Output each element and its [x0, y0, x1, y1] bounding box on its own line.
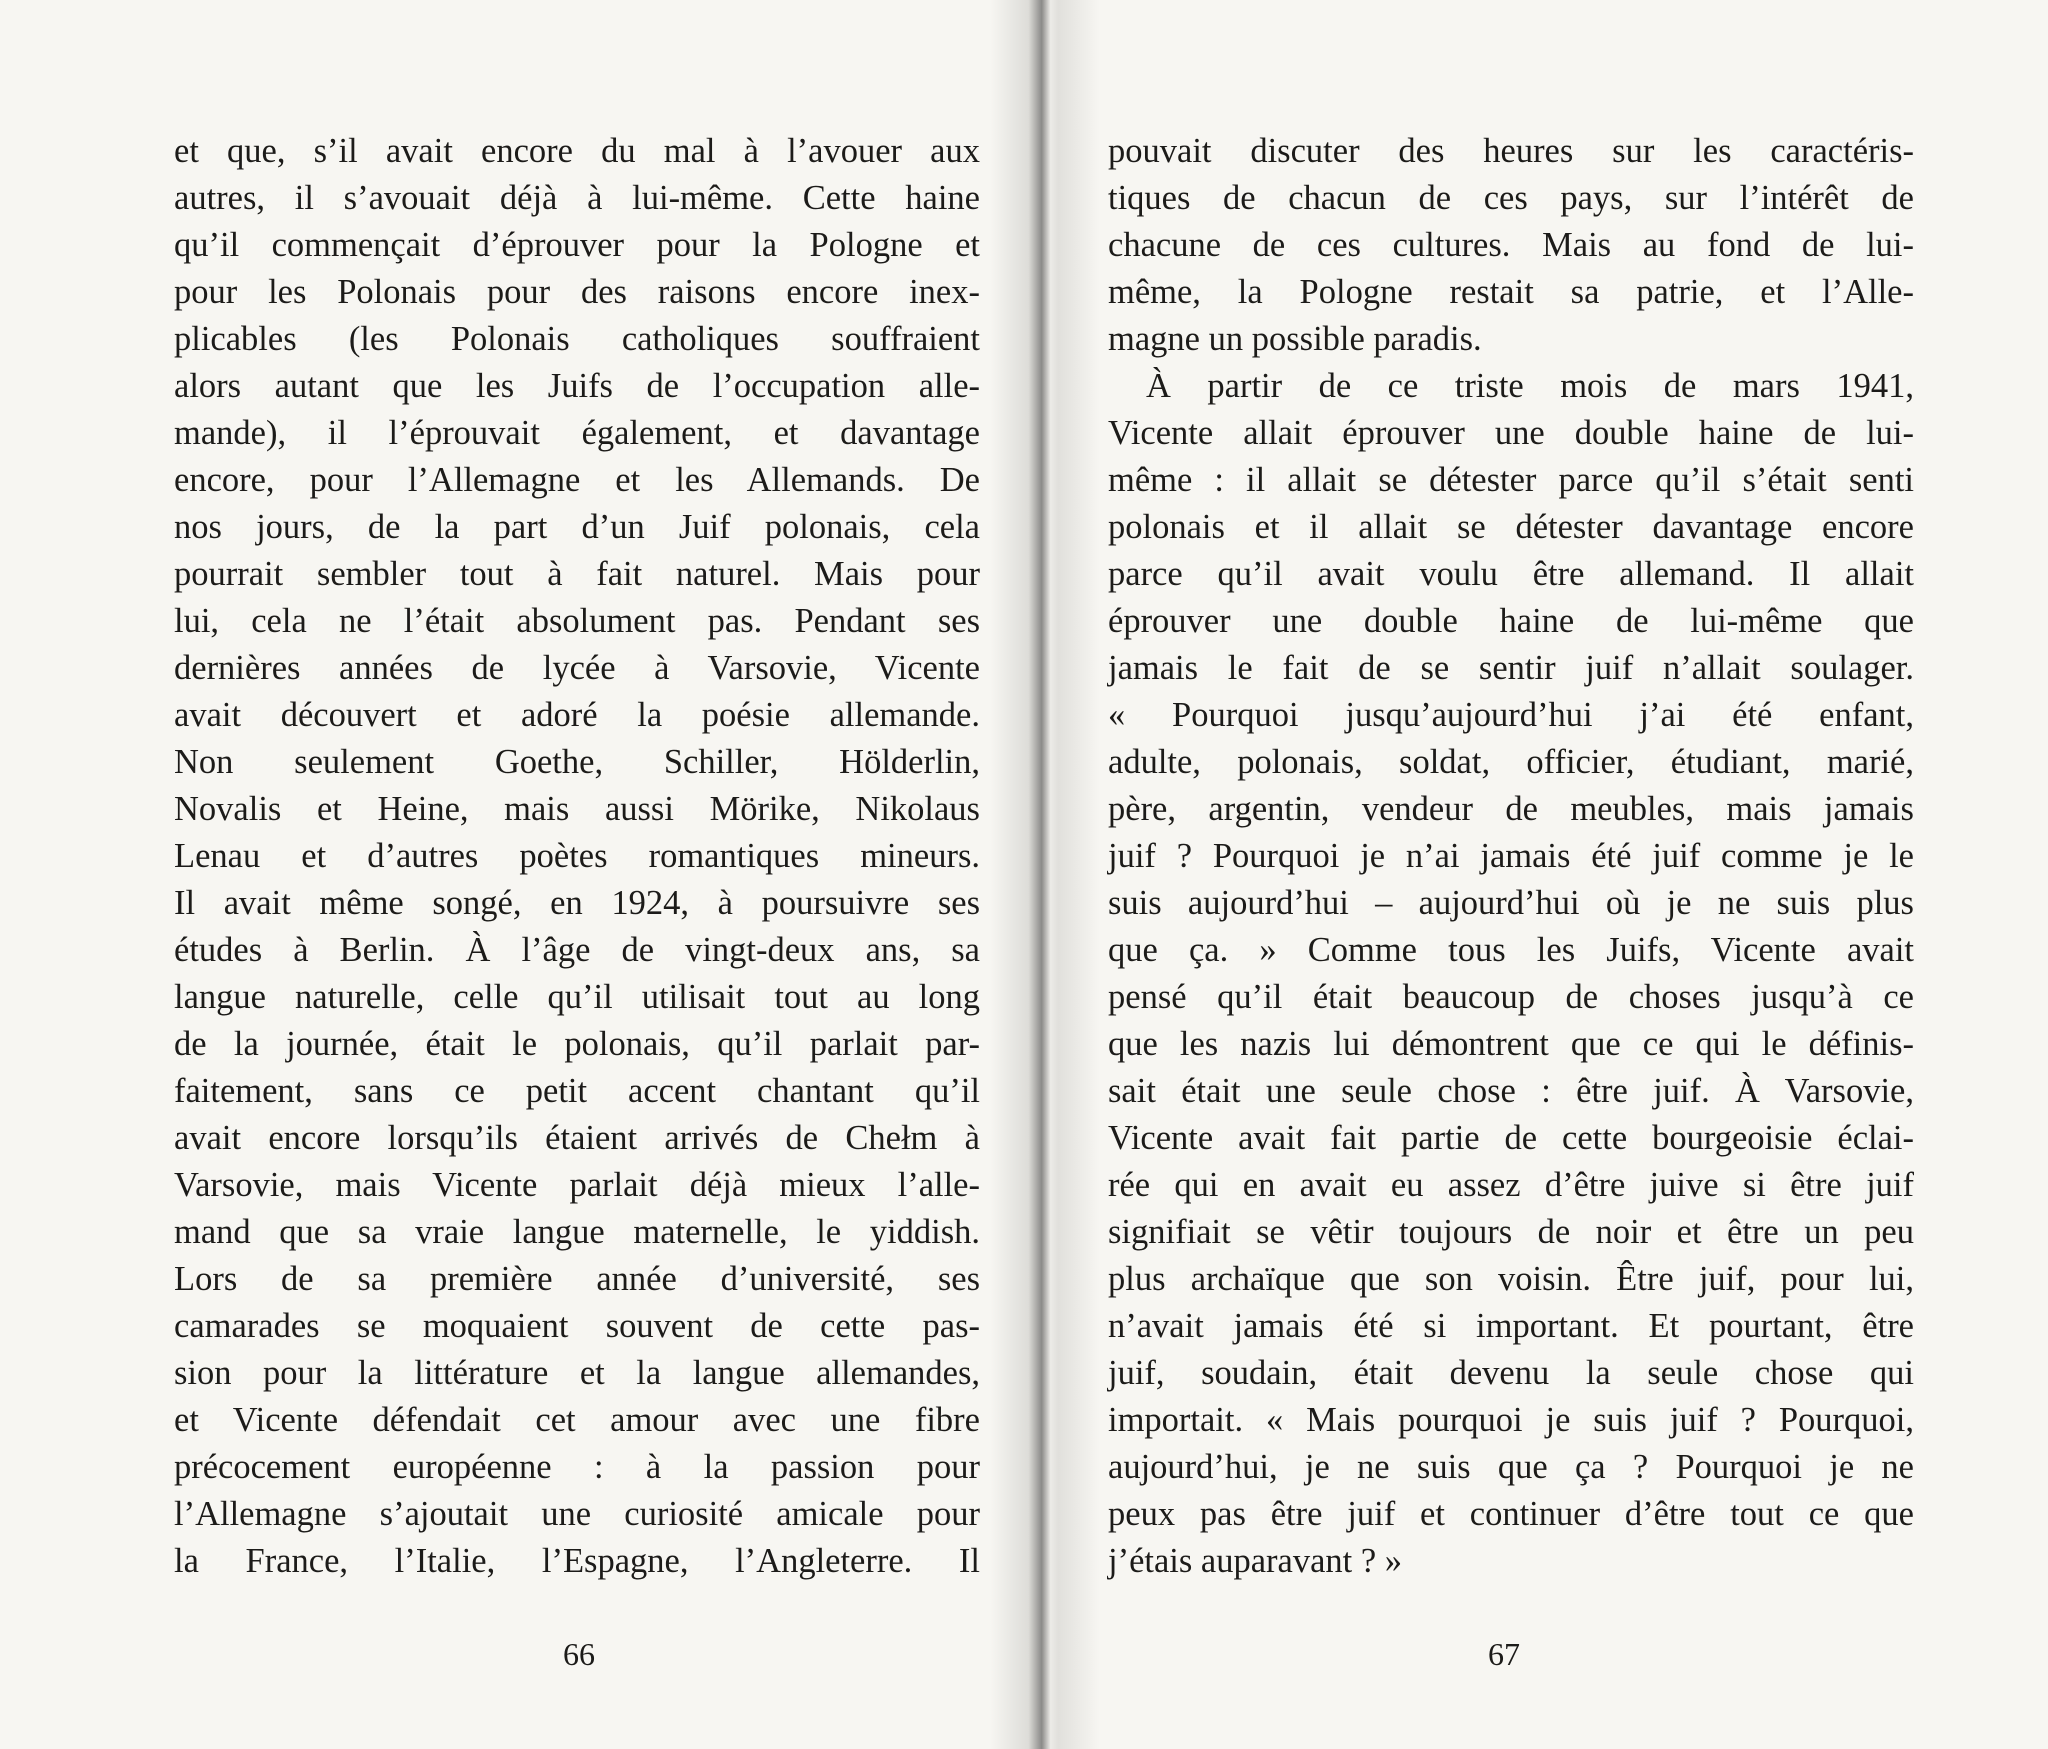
text-line: camarades se moquaient souvent de cette pas-: [174, 1307, 980, 1345]
text-line: rée qui en avait eu assez d’être juive si être juif: [1108, 1166, 1914, 1204]
text-line: n’avait jamais été si important. Et pourtant, être: [1108, 1307, 1914, 1345]
text-line: que ça. » Comme tous les Juifs, Vicente avait: [1108, 931, 1914, 969]
text-line: mande), il l’éprouvait également, et davantage: [174, 414, 980, 452]
text-line: Vicente allait éprouver une double haine de lui-: [1108, 414, 1914, 452]
text-line: pouvait discuter des heures sur les caractéris-: [1108, 132, 1914, 170]
text-line: avait découvert et adoré la poésie allemande.: [174, 696, 980, 734]
text-line: polonais et il allait se détester davantage encore: [1108, 508, 1914, 546]
text-line: encore, pour l’Allemagne et les Allemands. De: [174, 461, 980, 499]
text-line: dernières années de lycée à Varsovie, Vicente: [174, 649, 980, 687]
text-line: peux pas être juif et continuer d’être tout ce que: [1108, 1495, 1914, 1533]
text-line: suis aujourd’hui – aujourd’hui où je ne suis plus: [1108, 884, 1914, 922]
text-line: nos jours, de la part d’un Juif polonais, cela: [174, 508, 980, 546]
text-line: juif ? Pourquoi je n’ai jamais été juif comme je le: [1108, 837, 1914, 875]
left-page: [174, 128, 980, 1585]
text-line: pourrait sembler tout à fait naturel. Mais pour: [174, 555, 980, 593]
text-line: de la journée, était le polonais, qu’il parlait par-: [174, 1025, 980, 1063]
text-line: Il avait même songé, en 1924, à poursuivre ses: [174, 884, 980, 922]
text-line: Novalis et Heine, mais aussi Mörike, Nikolaus: [174, 790, 980, 828]
text-line: parce qu’il avait voulu être allemand. Il allait: [1108, 555, 1914, 593]
text-line: et Vicente défendait cet amour avec une fibre: [174, 1401, 980, 1439]
text-line: autres, il s’avouait déjà à lui-même. Cette haine: [174, 179, 980, 217]
text-line: Lenau et d’autres poètes romantiques mineurs.: [174, 837, 980, 875]
text-line: éprouver une double haine de lui-même que: [1108, 602, 1914, 640]
text-line: sion pour la littérature et la langue allemandes,: [174, 1354, 980, 1392]
text-line: aujourd’hui, je ne suis que ça ? Pourquoi je ne: [1108, 1448, 1914, 1486]
text-line: « Pourquoi jusqu’aujourd’hui j’ai été enfant,: [1108, 696, 1914, 734]
text-line: lui, cela ne l’était absolument pas. Pendant ses: [174, 602, 980, 640]
text-line: j’étais auparavant ? »: [1108, 1542, 1403, 1580]
text-line: magne un possible paradis.: [1108, 320, 1482, 358]
text-line: qu’il commençait d’éprouver pour la Pologne et: [174, 226, 980, 264]
text-line: même, la Pologne restait sa patrie, et l’Alle-: [1108, 273, 1914, 311]
text-line: faitement, sans ce petit accent chantant qu’il: [174, 1072, 980, 1110]
page-number-left: 66: [563, 1636, 595, 1672]
text-line: signifiait se vêtir toujours de noir et être un peu: [1108, 1213, 1914, 1251]
text-line: alors autant que les Juifs de l’occupation alle-: [174, 367, 980, 405]
page-number-right: 67: [1488, 1636, 1520, 1672]
text-line: que les nazis lui démontrent que ce qui le définis-: [1108, 1025, 1914, 1063]
text-line: études à Berlin. À l’âge de vingt-deux ans, sa: [174, 931, 980, 969]
text-line: et que, s’il avait encore du mal à l’avouer aux: [174, 132, 980, 170]
text-line: adulte, polonais, soldat, officier, étudiant, marié,: [1108, 743, 1914, 781]
text-line: l’Allemagne s’ajoutait une curiosité amicale pour: [174, 1495, 980, 1533]
text-line: plicables (les Polonais catholiques souffraient: [174, 320, 980, 358]
text-line: avait encore lorsqu’ils étaient arrivés de Chełm à: [174, 1119, 980, 1157]
text-line: mand que sa vraie langue maternelle, le yiddish.: [174, 1213, 980, 1251]
text-line: jamais le fait de se sentir juif n’allait soulager.: [1108, 649, 1914, 687]
text-line: pensé qu’il était beaucoup de choses jusqu’à ce: [1108, 978, 1914, 1016]
text-line: sait était une seule chose : être juif. À Varsovie,: [1108, 1072, 1914, 1110]
text-line: Varsovie, mais Vicente parlait déjà mieux l’alle-: [174, 1166, 980, 1204]
text-line: pour les Polonais pour des raisons encore inex-: [174, 273, 980, 311]
book-gutter: [990, 0, 1100, 1749]
text-line: même : il allait se détester parce qu’il s’était senti: [1108, 461, 1914, 499]
text-line: Non seulement Goethe, Schiller, Hölderlin,: [174, 743, 980, 781]
text-line: tiques de chacun de ces pays, sur l’intérêt de: [1108, 179, 1914, 217]
text-line: plus archaïque que son voisin. Être juif, pour lui,: [1108, 1260, 1914, 1298]
text-line: langue naturelle, celle qu’il utilisait tout au long: [174, 978, 980, 1016]
text-line: À partir de ce triste mois de mars 1941,: [1146, 367, 1914, 405]
text-line: la France, l’Italie, l’Espagne, l’Angleterre. Il: [174, 1542, 980, 1580]
text-line: précocement européenne : à la passion pour: [174, 1448, 980, 1486]
text-line: père, argentin, vendeur de meubles, mais jamais: [1108, 790, 1914, 828]
text-line: juif, soudain, était devenu la seule chose qui: [1108, 1354, 1914, 1392]
text-line: chacune de ces cultures. Mais au fond de lui-: [1108, 226, 1914, 264]
right-page: [1108, 128, 1914, 1585]
text-line: Lors de sa première année d’université, ses: [174, 1260, 980, 1298]
text-line: Vicente avait fait partie de cette bourgeoisie éclai-: [1108, 1119, 1914, 1157]
text-line: importait. « Mais pourquoi je suis juif ? Pourquoi,: [1108, 1401, 1914, 1439]
